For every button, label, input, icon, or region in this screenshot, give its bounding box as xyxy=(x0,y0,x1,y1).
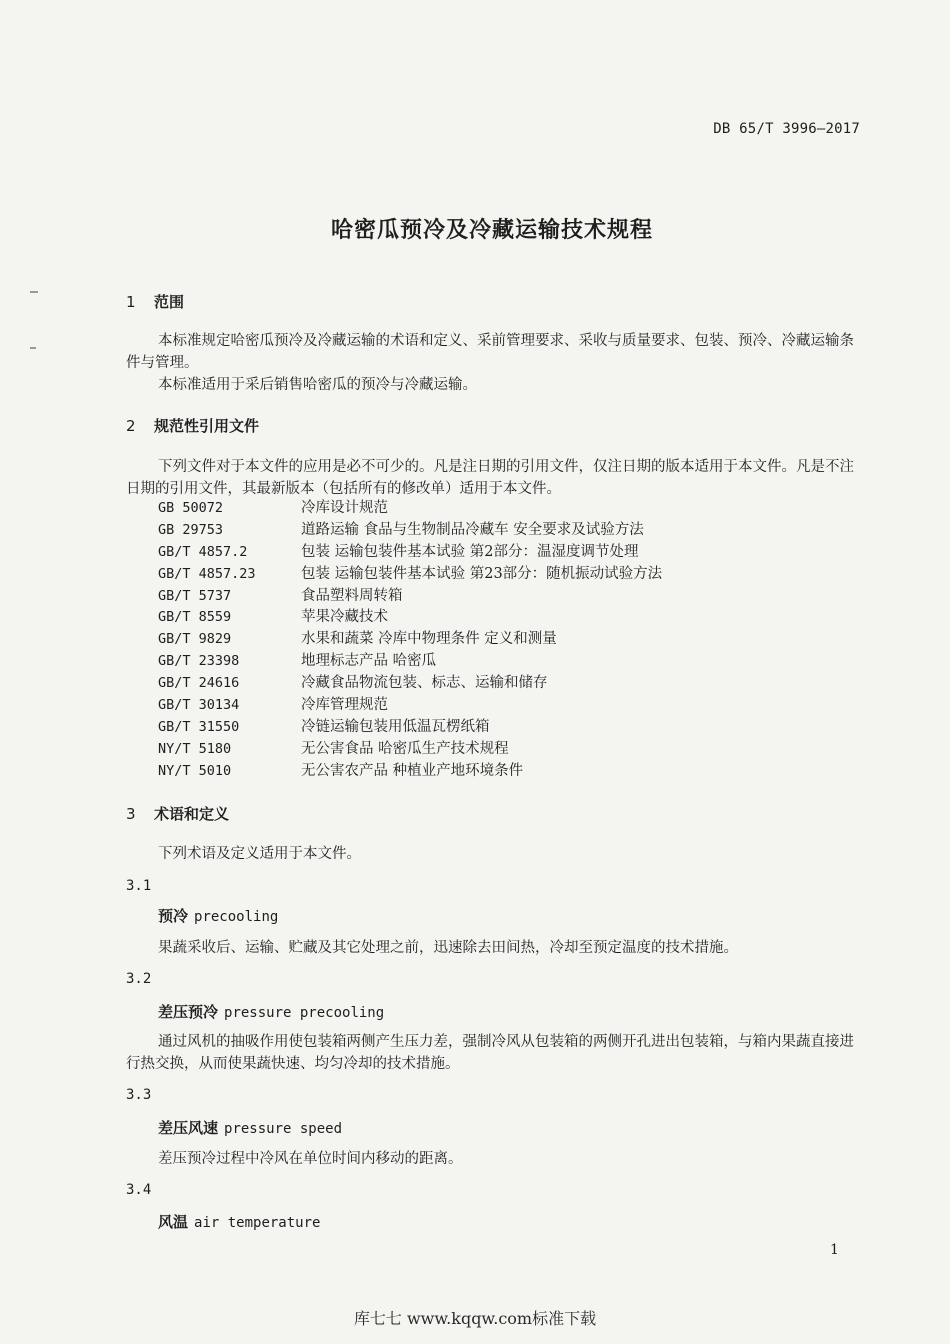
reference-item xyxy=(158,542,798,564)
reference-title: 无公害食品 哈密瓜生产技术规程 xyxy=(301,740,509,757)
reference-item xyxy=(158,673,798,695)
term-heading xyxy=(158,1211,320,1232)
paragraph: 下列术语及定义适用于本文件。 xyxy=(158,846,361,862)
reference-code: GB/T 23398 xyxy=(158,653,240,670)
reference-item xyxy=(158,695,798,717)
reference-item xyxy=(158,651,798,673)
reference-item xyxy=(158,739,798,761)
reference-title: 冷链运输包装用低温瓦楞纸箱 xyxy=(301,718,490,735)
reference-code: GB/T 9829 xyxy=(158,631,232,648)
term-heading xyxy=(158,1001,384,1022)
reference-code: GB/T 4857.2 xyxy=(158,543,248,560)
reference-code: NY/T 5010 xyxy=(158,762,232,779)
reference-item xyxy=(158,607,798,629)
reference-code: GB/T 24616 xyxy=(158,675,240,692)
section-heading-2 xyxy=(126,415,259,436)
reference-item xyxy=(158,498,798,520)
reference-title: 冷库管理规范 xyxy=(301,697,388,714)
reference-item xyxy=(158,520,798,542)
reference-title: 地理标志产品 哈密瓜 xyxy=(301,653,437,670)
section-title: 范围 xyxy=(154,293,185,311)
term-en: air temperature xyxy=(194,1215,321,1231)
reference-item xyxy=(158,586,798,608)
paragraph: 下列文件对于本文件的应用是必不可少的。凡是注日期的引用文件，仅注日期的版本适用于本文件。凡是不注日期的引用文件，其最新版本（包括所有的修改单）适用于本文件。 xyxy=(126,459,854,497)
reference-title: 食品塑料周转箱 xyxy=(301,587,403,604)
reference-item xyxy=(158,761,798,783)
reference-title: 包装 运输包装件基本试验 第2部分：温湿度调节处理 xyxy=(301,543,639,560)
reference-title: 苹果冷藏技术 xyxy=(301,609,388,626)
reference-title: 冷库设计规范 xyxy=(301,500,388,516)
document-title: 哈密瓜预冷及冷藏运输技术规程 xyxy=(330,218,653,243)
subclause-number: 3.2 xyxy=(126,971,152,987)
section-title: 术语和定义 xyxy=(154,805,230,823)
term-en: pressure speed xyxy=(224,1121,343,1137)
term-en: pressure precooling xyxy=(224,1005,385,1021)
reference-title: 道路运输 食品与生物制品冷藏车 安全要求及试验方法 xyxy=(301,521,644,538)
section-title: 规范性引用文件 xyxy=(154,417,260,435)
reference-item xyxy=(158,717,798,739)
reference-list xyxy=(158,498,798,783)
reference-code: GB 50072 xyxy=(158,500,224,516)
standard-code: DB 65/T 3996—2017 xyxy=(713,121,860,137)
term-heading xyxy=(158,905,278,926)
footer-watermark[interactable]: 库七七 www.kqqw.com标准下载 xyxy=(353,1309,597,1328)
subclause-number: 3.3 xyxy=(126,1087,152,1103)
reference-item xyxy=(158,629,798,651)
paragraph: 本标准适用于采后销售哈密瓜的预冷与冷藏运输。 xyxy=(158,377,477,393)
subclause-number: 3.1 xyxy=(126,878,152,894)
term-zh: 差压预冷 xyxy=(158,1003,219,1021)
reference-code: GB/T 31550 xyxy=(158,718,240,735)
reference-title: 包装 运输包装件基本试验 第23部分：随机振动试验方法 xyxy=(301,565,663,582)
term-definition: 差压预冷过程中冷风在单位时间内移动的距离。 xyxy=(158,1151,463,1167)
scan-mark xyxy=(30,291,38,293)
term-definition: 通过风机的抽吸作用使包装箱两侧产生压力差，强制冷风从包装箱的两侧开孔进出包装箱，与箱内果蔬直接进行热交换，从而使果蔬快速、均匀冷却的技术措施。 xyxy=(126,1034,854,1072)
reference-title: 冷藏食品物流包装、标志、运输和储存 xyxy=(301,675,548,692)
reference-item xyxy=(158,564,798,586)
section-heading-3 xyxy=(126,803,229,824)
term-zh: 预冷 xyxy=(158,907,189,925)
reference-code: GB/T 30134 xyxy=(158,697,240,714)
term-zh: 差压风速 xyxy=(158,1119,219,1137)
term-en: precooling xyxy=(194,909,279,925)
term-definition: 果蔬采收后、运输、贮藏及其它处理之前，迅速除去田间热，冷却至预定温度的技术措施。 xyxy=(158,940,738,956)
reference-code: GB 29753 xyxy=(158,521,224,538)
reference-code: GB/T 8559 xyxy=(158,609,232,626)
scan-mark xyxy=(30,347,36,349)
reference-code: GB/T 5737 xyxy=(158,587,232,604)
subclause-number: 3.4 xyxy=(126,1182,152,1198)
section-heading-1 xyxy=(126,291,184,312)
page-number: 1 xyxy=(830,1242,839,1258)
reference-code: NY/T 5180 xyxy=(158,740,232,757)
section-number: 1 xyxy=(126,293,136,311)
reference-title: 水果和蔬菜 冷库中物理条件 定义和测量 xyxy=(301,631,557,648)
section-number: 2 xyxy=(126,417,136,435)
section-number: 3 xyxy=(126,805,136,823)
paragraph: 本标准规定哈密瓜预冷及冷藏运输的术语和定义、采前管理要求、采收与质量要求、包装、预冷、冷藏运输条件与管理。 xyxy=(126,333,854,371)
term-heading xyxy=(158,1117,342,1138)
term-zh: 风温 xyxy=(158,1213,189,1231)
reference-title: 无公害农产品 种植业产地环境条件 xyxy=(301,762,524,779)
reference-code: GB/T 4857.23 xyxy=(158,565,256,582)
